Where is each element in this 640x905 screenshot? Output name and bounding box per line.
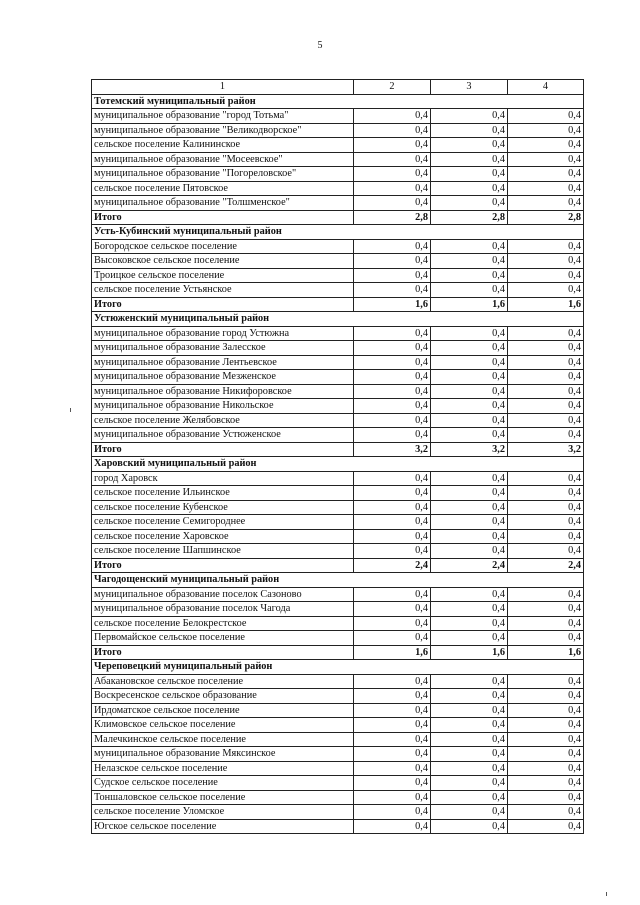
table-row — [92, 761, 584, 776]
total-value-col-2: 2,4 — [354, 558, 431, 573]
value-col-2: 0,4 — [354, 167, 431, 182]
value-col-4: 0,4 — [508, 761, 584, 776]
value-col-2: 0,4 — [354, 544, 431, 559]
value-col-2: 0,4 — [354, 283, 431, 298]
table-row — [92, 689, 584, 704]
value-col-4: 0,4 — [508, 747, 584, 762]
total-row — [92, 558, 584, 573]
municipality-name: сельское поселение Кубенское — [92, 500, 354, 515]
value-col-4: 0,4 — [508, 805, 584, 820]
municipality-name: Тоншаловское сельское поселение — [92, 790, 354, 805]
municipality-name: Судское сельское поселение — [92, 776, 354, 791]
value-col-4: 0,4 — [508, 341, 584, 356]
total-label: Итого — [92, 558, 354, 573]
table-row — [92, 718, 584, 733]
value-col-2: 0,4 — [354, 776, 431, 791]
column-number-row — [92, 80, 584, 95]
value-col-4: 0,4 — [508, 181, 584, 196]
value-col-3: 0,4 — [431, 486, 508, 501]
value-col-4: 0,4 — [508, 689, 584, 704]
municipality-name: Югское сельское поселение — [92, 819, 354, 834]
table-row — [92, 384, 584, 399]
value-col-3: 0,4 — [431, 544, 508, 559]
municipality-name: муниципальное образование "Великодворское" — [92, 123, 354, 138]
value-col-2: 0,4 — [354, 674, 431, 689]
municipality-name: сельское поселение Пятовское — [92, 181, 354, 196]
value-col-4: 0,4 — [508, 819, 584, 834]
table-row — [92, 181, 584, 196]
district-name: Череповецкий муниципальный район — [92, 660, 584, 675]
table-row — [92, 674, 584, 689]
total-value-col-4: 2,4 — [508, 558, 584, 573]
table-row — [92, 196, 584, 211]
value-col-3: 0,4 — [431, 790, 508, 805]
total-value-col-4: 1,6 — [508, 297, 584, 312]
value-col-4: 0,4 — [508, 326, 584, 341]
value-col-2: 0,4 — [354, 196, 431, 211]
value-col-4: 0,4 — [508, 732, 584, 747]
district-row — [92, 457, 584, 472]
total-row — [92, 297, 584, 312]
table-row — [92, 268, 584, 283]
total-row — [92, 442, 584, 457]
table-row — [92, 587, 584, 602]
value-col-4: 0,4 — [508, 268, 584, 283]
value-col-2: 0,4 — [354, 805, 431, 820]
value-col-3: 0,4 — [431, 138, 508, 153]
table-row — [92, 283, 584, 298]
value-col-2: 0,4 — [354, 254, 431, 269]
municipality-name: муниципальное образование Залесское — [92, 341, 354, 356]
table-row — [92, 732, 584, 747]
value-col-3: 0,4 — [431, 732, 508, 747]
municipality-name: Ирдоматское сельское поселение — [92, 703, 354, 718]
value-col-3: 0,4 — [431, 254, 508, 269]
value-col-3: 0,4 — [431, 761, 508, 776]
allocation-table — [91, 79, 584, 834]
total-row — [92, 210, 584, 225]
value-col-3: 0,4 — [431, 355, 508, 370]
total-label: Итого — [92, 645, 354, 660]
value-col-3: 0,4 — [431, 123, 508, 138]
value-col-4: 0,4 — [508, 384, 584, 399]
value-col-2: 0,4 — [354, 471, 431, 486]
value-col-2: 0,4 — [354, 718, 431, 733]
column-number: 1 — [92, 80, 354, 95]
value-col-3: 0,4 — [431, 109, 508, 124]
value-col-2: 0,4 — [354, 123, 431, 138]
value-col-4: 0,4 — [508, 486, 584, 501]
municipality-name: муниципальное образование поселок Сазоново — [92, 587, 354, 602]
value-col-2: 0,4 — [354, 138, 431, 153]
value-col-4: 0,4 — [508, 631, 584, 646]
value-col-3: 0,4 — [431, 283, 508, 298]
district-row — [92, 94, 584, 109]
total-row — [92, 645, 584, 660]
value-col-3: 0,4 — [431, 181, 508, 196]
value-col-3: 0,4 — [431, 718, 508, 733]
total-label: Итого — [92, 297, 354, 312]
district-row — [92, 573, 584, 588]
municipality-name: муниципальное образование Никифоровское — [92, 384, 354, 399]
value-col-2: 0,4 — [354, 500, 431, 515]
municipality-name: Богородское сельское поселение — [92, 239, 354, 254]
total-value-col-2: 3,2 — [354, 442, 431, 457]
value-col-3: 0,4 — [431, 384, 508, 399]
table-row — [92, 500, 584, 515]
column-number: 2 — [354, 80, 431, 95]
value-col-2: 0,4 — [354, 515, 431, 530]
municipality-name: муниципальное образование Лентьевское — [92, 355, 354, 370]
table-row — [92, 152, 584, 167]
total-value-col-3: 3,2 — [431, 442, 508, 457]
municipality-name: Троицкое сельское поселение — [92, 268, 354, 283]
value-col-3: 0,4 — [431, 805, 508, 820]
value-col-4: 0,4 — [508, 167, 584, 182]
value-col-2: 0,4 — [354, 819, 431, 834]
municipality-name: муниципальное образование "Мосеевское" — [92, 152, 354, 167]
table-row — [92, 515, 584, 530]
value-col-2: 0,4 — [354, 268, 431, 283]
municipality-name: сельское поселение Желябовское — [92, 413, 354, 428]
scan-mark — [606, 892, 607, 896]
value-col-3: 0,4 — [431, 326, 508, 341]
value-col-2: 0,4 — [354, 587, 431, 602]
table-row — [92, 544, 584, 559]
table-row — [92, 254, 584, 269]
table-row — [92, 819, 584, 834]
table-row — [92, 239, 584, 254]
municipality-name: город Харовск — [92, 471, 354, 486]
value-col-2: 0,4 — [354, 486, 431, 501]
value-col-4: 0,4 — [508, 674, 584, 689]
municipality-name: муниципальное образование "Погореловское" — [92, 167, 354, 182]
table-row — [92, 703, 584, 718]
value-col-3: 0,4 — [431, 500, 508, 515]
value-col-3: 0,4 — [431, 776, 508, 791]
value-col-4: 0,4 — [508, 283, 584, 298]
value-col-4: 0,4 — [508, 703, 584, 718]
municipality-name: муниципальное образование Мяксинское — [92, 747, 354, 762]
district-name: Тотемский муниципальный район — [92, 94, 584, 109]
value-col-2: 0,4 — [354, 399, 431, 414]
value-col-3: 0,4 — [431, 341, 508, 356]
value-col-2: 0,4 — [354, 689, 431, 704]
value-col-3: 0,4 — [431, 471, 508, 486]
value-col-4: 0,4 — [508, 718, 584, 733]
value-col-2: 0,4 — [354, 428, 431, 443]
value-col-4: 0,4 — [508, 138, 584, 153]
district-row — [92, 225, 584, 240]
municipality-name: Нелазское сельское поселение — [92, 761, 354, 776]
value-col-2: 0,4 — [354, 355, 431, 370]
municipality-name: сельское поселение Белокрестское — [92, 616, 354, 631]
municipality-name: сельское поселение Семигороднее — [92, 515, 354, 530]
total-value-col-4: 3,2 — [508, 442, 584, 457]
district-row — [92, 312, 584, 327]
value-col-3: 0,4 — [431, 631, 508, 646]
value-col-2: 0,4 — [354, 239, 431, 254]
value-col-4: 0,4 — [508, 544, 584, 559]
municipality-name: муниципальное образование Устюженское — [92, 428, 354, 443]
total-value-col-2: 1,6 — [354, 297, 431, 312]
value-col-4: 0,4 — [508, 109, 584, 124]
value-col-4: 0,4 — [508, 471, 584, 486]
value-col-3: 0,4 — [431, 703, 508, 718]
table-row — [92, 355, 584, 370]
table-row — [92, 486, 584, 501]
value-col-3: 0,4 — [431, 167, 508, 182]
value-col-4: 0,4 — [508, 413, 584, 428]
value-col-4: 0,4 — [508, 515, 584, 530]
value-col-4: 0,4 — [508, 123, 584, 138]
value-col-2: 0,4 — [354, 732, 431, 747]
municipality-name: муниципальное образование "Толшменское" — [92, 196, 354, 211]
value-col-2: 0,4 — [354, 326, 431, 341]
value-col-3: 0,4 — [431, 616, 508, 631]
total-label: Итого — [92, 210, 354, 225]
total-value-col-4: 1,6 — [508, 645, 584, 660]
value-col-3: 0,4 — [431, 413, 508, 428]
table-row — [92, 123, 584, 138]
district-name: Усть-Кубинский муниципальный район — [92, 225, 584, 240]
table-row — [92, 138, 584, 153]
value-col-2: 0,4 — [354, 152, 431, 167]
municipality-name: муниципальное образование город Устюжна — [92, 326, 354, 341]
value-col-2: 0,4 — [354, 109, 431, 124]
value-col-4: 0,4 — [508, 529, 584, 544]
municipality-name: сельское поселение Устьянское — [92, 283, 354, 298]
value-col-2: 0,4 — [354, 631, 431, 646]
municipality-name: Климовское сельское поселение — [92, 718, 354, 733]
value-col-4: 0,4 — [508, 196, 584, 211]
value-col-3: 0,4 — [431, 268, 508, 283]
municipality-name: Первомайское сельское поселение — [92, 631, 354, 646]
value-col-2: 0,4 — [354, 341, 431, 356]
value-col-3: 0,4 — [431, 515, 508, 530]
value-col-2: 0,4 — [354, 761, 431, 776]
value-col-4: 0,4 — [508, 616, 584, 631]
district-row — [92, 660, 584, 675]
table-row — [92, 805, 584, 820]
table-row — [92, 790, 584, 805]
total-value-col-3: 1,6 — [431, 645, 508, 660]
value-col-2: 0,4 — [354, 413, 431, 428]
table-row — [92, 471, 584, 486]
value-col-4: 0,4 — [508, 587, 584, 602]
value-col-3: 0,4 — [431, 689, 508, 704]
municipality-name: Абакановское сельское поселение — [92, 674, 354, 689]
value-col-3: 0,4 — [431, 819, 508, 834]
value-col-2: 0,4 — [354, 370, 431, 385]
value-col-2: 0,4 — [354, 181, 431, 196]
municipality-name: Высоковское сельское поселение — [92, 254, 354, 269]
table-row — [92, 413, 584, 428]
value-col-3: 0,4 — [431, 587, 508, 602]
value-col-4: 0,4 — [508, 602, 584, 617]
total-value-col-2: 2,8 — [354, 210, 431, 225]
table-row — [92, 341, 584, 356]
total-value-col-4: 2,8 — [508, 210, 584, 225]
value-col-3: 0,4 — [431, 152, 508, 167]
value-col-4: 0,4 — [508, 776, 584, 791]
value-col-4: 0,4 — [508, 790, 584, 805]
value-col-3: 0,4 — [431, 370, 508, 385]
table-row — [92, 326, 584, 341]
page-number: 5 — [317, 40, 323, 51]
municipality-name: сельское поселение Ильинское — [92, 486, 354, 501]
value-col-3: 0,4 — [431, 529, 508, 544]
value-col-3: 0,4 — [431, 196, 508, 211]
value-col-4: 0,4 — [508, 428, 584, 443]
municipality-name: Малечкинское сельское поселение — [92, 732, 354, 747]
total-value-col-3: 1,6 — [431, 297, 508, 312]
value-col-4: 0,4 — [508, 254, 584, 269]
table-row — [92, 776, 584, 791]
table-body — [92, 80, 584, 834]
municipality-name: муниципальное образование Мезженское — [92, 370, 354, 385]
value-col-2: 0,4 — [354, 384, 431, 399]
value-col-4: 0,4 — [508, 152, 584, 167]
value-col-4: 0,4 — [508, 239, 584, 254]
table-row — [92, 109, 584, 124]
value-col-2: 0,4 — [354, 602, 431, 617]
table-row — [92, 631, 584, 646]
table-row — [92, 167, 584, 182]
table-row — [92, 616, 584, 631]
total-value-col-2: 1,6 — [354, 645, 431, 660]
value-col-4: 0,4 — [508, 500, 584, 515]
scan-mark — [70, 408, 71, 412]
value-col-3: 0,4 — [431, 747, 508, 762]
table-row — [92, 399, 584, 414]
municipality-name: сельское поселение Уломское — [92, 805, 354, 820]
municipality-name: сельское поселение Калининское — [92, 138, 354, 153]
table-row — [92, 602, 584, 617]
municipality-name: сельское поселение Шапшинское — [92, 544, 354, 559]
table-row — [92, 428, 584, 443]
value-col-3: 0,4 — [431, 399, 508, 414]
value-col-2: 0,4 — [354, 790, 431, 805]
value-col-2: 0,4 — [354, 747, 431, 762]
district-name: Устюженский муниципальный район — [92, 312, 584, 327]
table-row — [92, 370, 584, 385]
total-label: Итого — [92, 442, 354, 457]
value-col-3: 0,4 — [431, 674, 508, 689]
table-row — [92, 747, 584, 762]
value-col-2: 0,4 — [354, 616, 431, 631]
value-col-4: 0,4 — [508, 399, 584, 414]
value-col-2: 0,4 — [354, 703, 431, 718]
column-number: 3 — [431, 80, 508, 95]
municipality-name: муниципальное образование поселок Чагода — [92, 602, 354, 617]
municipality-name: муниципальное образование "город Тотьма" — [92, 109, 354, 124]
district-name: Харовский муниципальный район — [92, 457, 584, 472]
municipality-name: сельское поселение Харовское — [92, 529, 354, 544]
value-col-3: 0,4 — [431, 428, 508, 443]
total-value-col-3: 2,4 — [431, 558, 508, 573]
district-name: Чагодощенский муниципальный район — [92, 573, 584, 588]
value-col-4: 0,4 — [508, 355, 584, 370]
value-col-3: 0,4 — [431, 602, 508, 617]
municipality-name: Воскресенское сельское образование — [92, 689, 354, 704]
municipality-name: муниципальное образование Никольское — [92, 399, 354, 414]
value-col-3: 0,4 — [431, 239, 508, 254]
table-row — [92, 529, 584, 544]
total-value-col-3: 2,8 — [431, 210, 508, 225]
value-col-2: 0,4 — [354, 529, 431, 544]
column-number: 4 — [508, 80, 584, 95]
value-col-4: 0,4 — [508, 370, 584, 385]
